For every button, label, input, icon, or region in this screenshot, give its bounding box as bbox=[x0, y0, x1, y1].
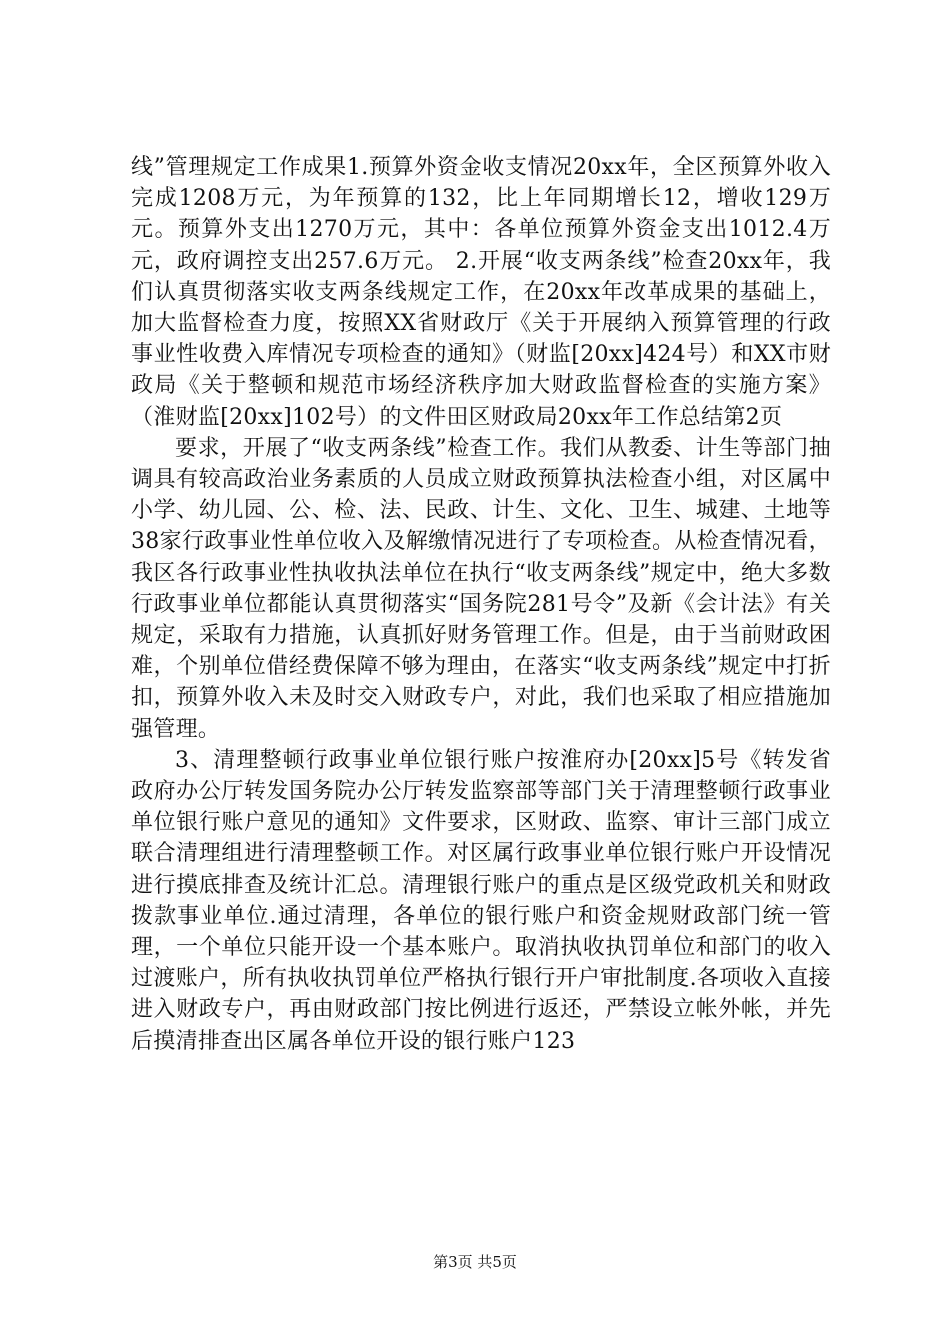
paragraph-1: 线”管理规定工作成果1.预算外资金收支情况20xx年，全区预算外收入完成1208万元，为年预算的132，比上年同期增长12，增收129万元。预算外支出1270万元，其中：各单位预算外资金支出1012.4万元，政府调控支出257.6万元。 2.开展“收支两条线”检查20xx年，我们认真贯彻落实收支两条线规定工作，在20xx年改革成果的基础上，加大监督检查力度，按照XX省财政厅《关于开展纳入预算管理的行政事业性收费入库情况专项检查的通知》（财监[20xx]424号）和XX市财政局《关于整顿和规范市场经济秩序加大财政监督检查的实施方案》（淮财监[20xx]102号）的文件田区财政局20xx年工作总结第2页 bbox=[131, 155, 831, 430]
paragraph-2: 要求，开展了“收支两条线”检查工作。我们从教委、计生等部门抽调具有较高政治业务素质的人员成立财政预算执法检查小组，对区属中小学、幼儿园、公、检、法、民政、计生、文化、卫生、城建、土地等38家行政事业性单位收入及解缴情况进行了专项检查。从检查情况看，我区各行政事业性执收执法单位在执行“收支两条线”规定中，绝大多数行政事业单位都能认真贯彻落实“国务院281号令”及新《会计法》有关规定，采取有力措施，认真抓好财务管理工作。但是，由于当前财政困难，个别单位借经费保障不够为理由，在落实“收支两条线”规定中打折扣，预算外收入未及时交入财政专户，对此，我们也采取了相应措施加强管理。 bbox=[131, 435, 831, 742]
document-body bbox=[131, 152, 831, 1057]
page-number-footer: 第3页 共5页 bbox=[433, 1253, 517, 1271]
paragraph-3: 3、清理整顿行政事业单位银行账户按淮府办[20xx]5号《转发省政府办公厅转发国务院办公厅转发监察部等部门关于清理整顿行政事业单位银行账户意见的通知》文件要求，区财政、监察、审计三部门成立联合清理组进行清理整顿工作。对区属行政事业单位银行账户开设情况进行摸底排查及统计汇总。清理银行账户的重点是区级党政机关和财政拨款事业单位.通过清理，各单位的银行账户和资金规财政部门统一管理，一个单位只能开设一个基本账户。取消执收执罚单位和部门的收入过渡账户，所有执收执罚单位严格执行银行开户审批制度.各项收入直接进入财政专户，再由财政部门按比例进行返还，严禁设立帐外帐，并先后摸清排查出区属各单位开设的银行账户123 bbox=[131, 747, 831, 1054]
